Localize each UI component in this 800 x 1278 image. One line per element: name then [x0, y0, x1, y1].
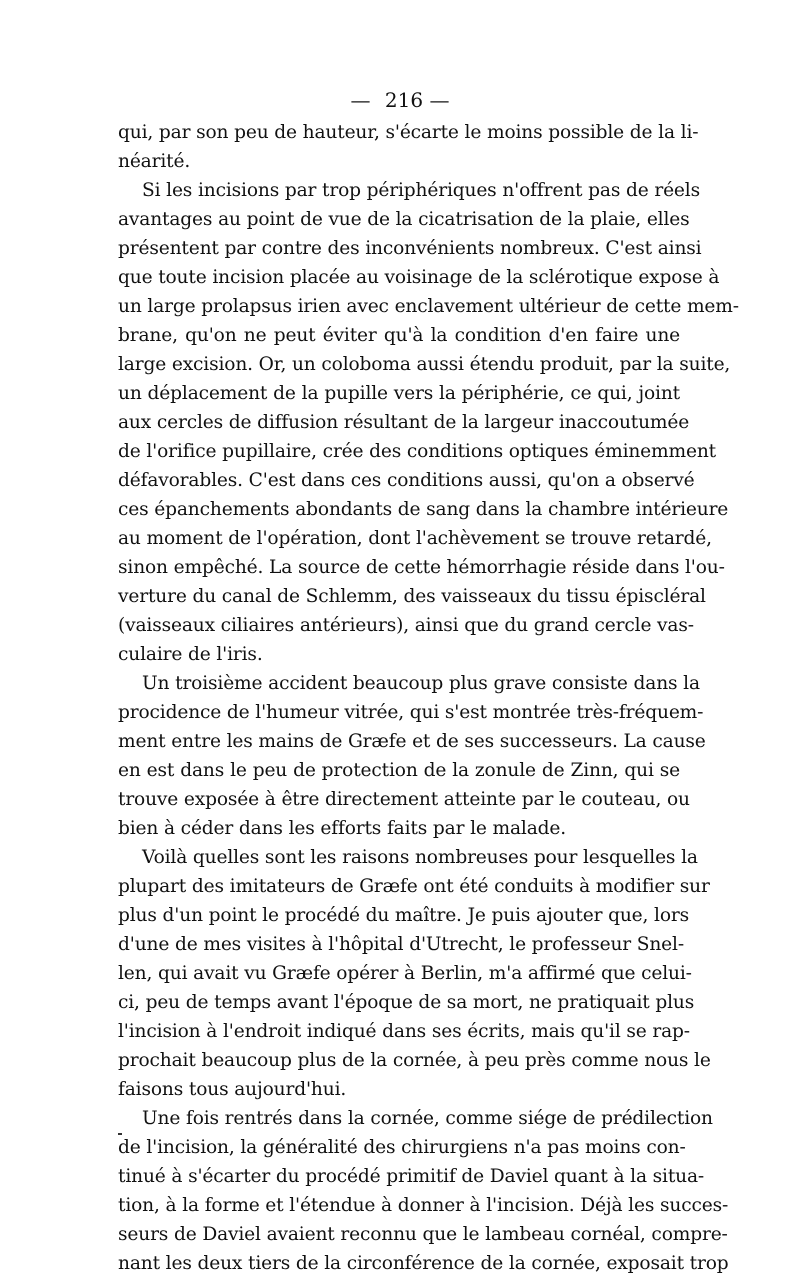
text-line: brane, qu'on ne peut éviter qu'à la condition d'en faire une	[118, 325, 680, 346]
text-line: faisons tous aujourd'hui.	[118, 1079, 347, 1100]
text-line: Voilà quelles sont les raisons nombreuses pour lesquelles la	[142, 847, 698, 868]
text-line: ci, peu de temps avant l'époque de sa mort, ne pratiquait plus	[118, 992, 695, 1013]
text-line: ment entre les mains de Græfe et de ses successeurs. La cause	[118, 731, 706, 752]
page-header	[0, 88, 800, 112]
text-line: Si les incisions par trop périphériques n'offrent pas de réels	[142, 180, 700, 201]
header-dash-left: —	[350, 88, 371, 112]
text-line: défavorables. C'est dans ces conditions aussi, qu'on a observé	[118, 470, 695, 491]
text-line: trouve exposée à être directement atteinte par le couteau, ou	[118, 789, 690, 810]
header-dash-right: —	[429, 88, 450, 112]
text-line: nant les deux tiers de la circonférence de la cornée, exposait trop	[118, 1253, 729, 1274]
text-line: qui, par son peu de hauteur, s'écarte le moins possible de la li-	[118, 122, 699, 143]
text-line: tinué à s'écarter du procédé primitif de Daviel quant à la situa-	[118, 1166, 705, 1187]
text-line: un large prolapsus irien avec enclavement ultérieur de cette mem-	[118, 296, 739, 317]
text-line: ces épanchements abondants de sang dans la chambre intérieure	[118, 499, 729, 520]
text-line: len, qui avait vu Græfe opérer à Berlin, m'a affirmé que celui-	[118, 963, 692, 984]
text-line: l'incision à l'endroit indiqué dans ses écrits, mais qu'il se rap-	[118, 1021, 690, 1042]
text-line: tion, à la forme et l'étendue à donner à l'incision. Déjà les succes-	[118, 1195, 729, 1216]
text-line: d'une de mes visites à l'hôpital d'Utrecht, le professeur Snel-	[118, 934, 684, 955]
page-number: 216	[384, 88, 424, 112]
text-line: verture du canal de Schlemm, des vaisseaux du tissu épiscléral	[118, 586, 706, 607]
text-line: aux cercles de diffusion résultant de la largeur inaccoutumée	[118, 412, 690, 433]
text-line: bien à céder dans les efforts faits par le malade.	[118, 818, 567, 839]
text-line: néarité.	[118, 151, 191, 172]
margin-mark	[118, 1133, 122, 1135]
text-line: large excision. Or, un coloboma aussi étendu produit, par la suite,	[118, 354, 731, 375]
text-line: Une fois rentrés dans la cornée, comme siége de prédilection	[142, 1108, 713, 1129]
text-line: seurs de Daviel avaient reconnu que le lambeau cornéal, compre-	[118, 1224, 728, 1245]
text-line: présentent par contre des inconvénients nombreux. C'est ainsi	[118, 238, 702, 259]
text-line: prochait beaucoup plus de la cornée, à peu près comme nous le	[118, 1050, 711, 1071]
text-line: que toute incision placée au voisinage de la sclérotique expose à	[118, 267, 720, 288]
text-line: au moment de l'opération, dont l'achèvement se trouve retardé,	[118, 528, 712, 549]
text-line: un déplacement de la pupille vers la périphérie, ce qui, joint	[118, 383, 680, 404]
text-line: procidence de l'humeur vitrée, qui s'est montrée très-fréquem-	[118, 702, 704, 723]
text-line: plus d'un point le procédé du maître. Je puis ajouter que, lors	[118, 905, 690, 926]
text-line: Un troisième accident beaucoup plus grave consiste dans la	[142, 673, 700, 694]
text-line: de l'orifice pupillaire, crée des conditions optiques éminemment	[118, 441, 717, 462]
text-line: culaire de l'iris.	[118, 644, 263, 665]
text-line: avantages au point de vue de la cicatrisation de la plaie, elles	[118, 209, 690, 230]
text-line: de l'incision, la généralité des chirurgiens n'a pas moins con-	[118, 1137, 686, 1158]
text-line: plupart des imitateurs de Græfe ont été conduits à modifier sur	[118, 876, 710, 897]
text-line: en est dans le peu de protection de la zonule de Zinn, qui se	[118, 760, 680, 781]
text-line: (vaisseaux ciliaires antérieurs), ainsi que du grand cercle vas-	[118, 615, 694, 636]
text-line: sinon empêché. La source de cette hémorrhagie réside dans l'ou-	[118, 557, 725, 578]
body-text	[118, 118, 739, 1278]
